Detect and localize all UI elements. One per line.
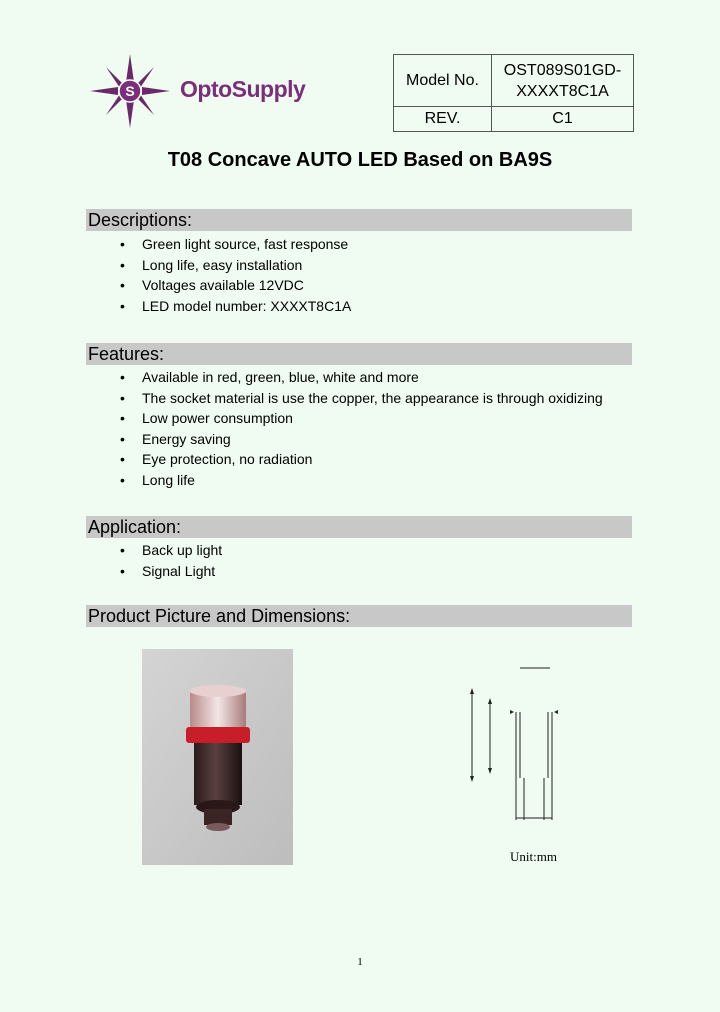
model-value [492, 55, 634, 107]
list-item: • Low power consumption [120, 408, 603, 429]
section-heading-product-picture: Product Picture and Dimensions: [86, 605, 632, 627]
svg-text:S: S [125, 83, 135, 99]
application-list [120, 540, 222, 581]
model-label: Model No. [394, 55, 492, 107]
rev-label: REV. [394, 107, 492, 132]
list-item: • Energy saving [120, 429, 603, 450]
list-item: • Eye protection, no radiation [120, 449, 603, 470]
page-number: 1 [357, 956, 363, 968]
rev-value: C1 [492, 107, 634, 132]
list-item: • Long life [120, 470, 603, 491]
list-item: • Available in red, green, blue, white and more [120, 367, 603, 388]
product-photo [142, 649, 293, 865]
descriptions-list [120, 234, 351, 316]
section-heading-features: Features: [86, 343, 632, 365]
list-item: • Signal Light [120, 561, 222, 582]
list-item: • Back up light [120, 540, 222, 561]
list-item: • Voltages available 12VDC [120, 275, 351, 296]
compass-star-logo-icon [88, 52, 188, 130]
document-title: T08 Concave AUTO LED Based on BA9S [167, 149, 553, 171]
model-info-table [393, 54, 634, 132]
section-heading-application: Application: [86, 516, 632, 538]
dimension-drawing [450, 660, 590, 830]
led-bulb-image [142, 649, 293, 865]
list-item: • Long life, easy installation [120, 255, 351, 276]
unit-label: Unit:mm [510, 849, 557, 864]
features-list [120, 367, 603, 490]
brand-name: OptoSupply [180, 76, 306, 102]
model-value-line2: XXXXT8C1A [516, 82, 609, 100]
list-item: • LED model number: XXXXT8C1A [120, 296, 351, 317]
list-item: • Green light source, fast response [120, 234, 351, 255]
list-item: • The socket material is use the copper, the appearance is through oxidizing [120, 388, 603, 409]
model-value-line1: OST089S01GD- [503, 61, 622, 79]
section-heading-descriptions: Descriptions: [86, 209, 632, 231]
